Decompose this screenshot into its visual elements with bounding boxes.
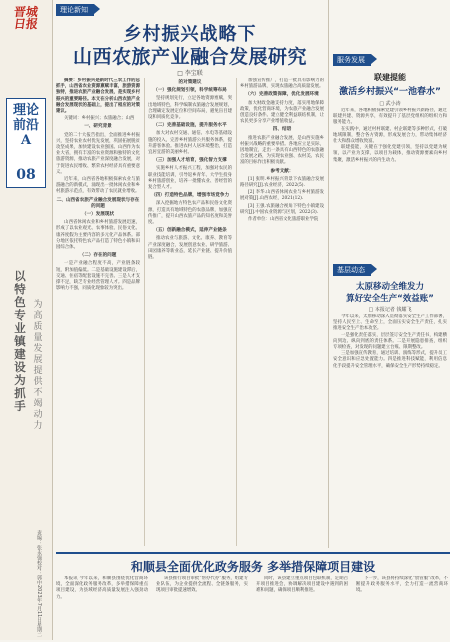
masthead-column xyxy=(0,0,53,640)
article-column-3 xyxy=(240,78,324,546)
paragraph: 一是强化责任落实，层层签订安全生产责任书，构建横向到边、纵向到底的责任体系。二是开展隐患排查，组织专项检查，对发现的问题建立台账、限期整改。 xyxy=(333,332,447,351)
section-name-line1: 理论 xyxy=(12,103,39,118)
column-divider xyxy=(144,78,145,546)
side-article2-title-line2: 算好安全生产“效益账” xyxy=(346,294,434,304)
paragraph: 同时，该县建立重点项目包联机制，定期召开项目推进会，协调解决项目建设中遇到的困难和问题，确保项目顺利推进。 xyxy=(256,576,348,594)
paragraph: 今年以来，太原移动深入贯彻落实安全生产工作部署，坚持人民至上、生命至上，全面压实安全生产责任，扎实推进安全生产治本攻坚。 xyxy=(333,314,447,332)
side-article-body xyxy=(333,108,447,258)
column-label-grassroots: 基层动态 xyxy=(333,264,371,276)
article-title-line2: 山西农旅产业融合发展研究 xyxy=(72,46,307,68)
column-divider xyxy=(236,78,237,546)
section-heading: （四）打造特色品牌，增强市场竞争力 xyxy=(150,193,230,199)
slogan-char: 建 xyxy=(14,347,26,361)
section-heading: （一）强化规划引领，科学统筹布局 xyxy=(153,88,227,94)
paragraph: [3] 王强.农旅融合视角下特色小镇建设研究[J].中国农业资源与区划，2022(3). xyxy=(240,203,324,215)
side-article2-title-line1: 太原移动全维发力 xyxy=(355,282,424,292)
paragraph: 实施乡村人才振兴工程，加强对农民的职业技能培训，引导返乡青年、大学生投身乡村旅游创业，培养一批懂农业、善经营的复合型人才。 xyxy=(148,166,232,191)
bottom-article-body xyxy=(56,576,450,640)
slogan-char: 高 xyxy=(33,311,43,321)
section-heading: （三）加强人才培育，强化智力支撑 xyxy=(153,158,227,164)
paragraph: 该县推行项目审批“帮办代办”服务，组建专业队伍，为企业提供全流程、全链条服务，实现项目审批提速增效。 xyxy=(156,576,248,594)
section-heading: （一）发展现状 xyxy=(81,212,115,218)
paragraph: 一是产业融合程度不高，产业链条较短，附加值偏低。二是基础设施建设滞后，交通、住宿等配套设施不完善。三是人才支撑不足，缺乏专业经营管理人才。四是品牌影响力不强，同质化现象较为突出。 xyxy=(56,261,140,292)
paragraph: 三是加强宣传教育，通过培训、演练等形式，提升员工安全意识和应急处置能力。四是推进科技赋能，利用信息化手段提升安全管理水平，确保安全生产形势持续稳定。 xyxy=(333,351,447,369)
page-number: 08 xyxy=(16,167,36,183)
paragraph: 坚持规划先行，立足各地资源禀赋，突出地域特色，科学编制农旅融合发展规划，合理确定发展定位和空间布局，避免盲目建设和同质化竞争。 xyxy=(148,96,232,121)
section-name-line2: 前沿 xyxy=(12,118,39,133)
section-heading: 参考文献： xyxy=(270,168,294,174)
slogan-char: 不 xyxy=(33,388,43,398)
article-byline: □ 李宝联 xyxy=(177,70,203,77)
footer-text: 星期二 xyxy=(36,622,42,638)
article-column-1 xyxy=(56,78,140,546)
article-body xyxy=(56,78,324,546)
slogan-char: 供 xyxy=(33,377,43,387)
slogan-char: 设 xyxy=(14,360,26,374)
slogan-char: 特 xyxy=(14,282,26,296)
slogan-char: 色 xyxy=(14,295,26,309)
paragraph: 下一步，该县将持续深化“放管服”改革，不断提升政务服务水平，全力打造一流营商环境。 xyxy=(356,576,448,594)
paragraph: 本报讯 今年以来，和顺县围绕优化营商环境，全面深化政务服务改革，多举措保障重点项目建设，为县域经济高质量发展注入强劲动力。 xyxy=(56,576,148,600)
right-column xyxy=(328,0,450,548)
slogan-char: 量 xyxy=(33,333,43,343)
section-heading: （六）完善政策保障，优化发展环境 xyxy=(245,92,319,98)
footer-text: 责编：张永强 xyxy=(36,530,42,560)
side-article-title-line1: 联建提能 xyxy=(374,73,406,82)
side-article2-byline: □ 本报记者 钱耀飞 xyxy=(368,307,412,313)
slogan-char: 为 xyxy=(33,300,43,310)
slogan-char: 手 xyxy=(14,399,26,413)
section-heading: 四、结语 xyxy=(272,127,292,133)
abstract: 摘要：乡村振兴是新时代三农工作的总抓手，山西省农业资源禀赋丰富，旅游资源独特，推进农旅产业融合发展，是实现乡村振兴的重要路径。本文在分析山西农旅产业融合发展现状的基础上，提出了相应的对策建议。 xyxy=(56,78,140,115)
footer-text: 校对：郭中 xyxy=(36,560,42,585)
slogan-char: 竭 xyxy=(33,399,43,409)
slogan-char: 以 xyxy=(14,269,26,283)
column-label-service: 服务发展 xyxy=(333,54,371,66)
section-letter: A xyxy=(20,133,32,148)
paragraph: 深入挖掘地方特色农产品和民俗文化资源，打造具有地域特色的农旅品牌，加强宣传推广，提升山西农旅产品的知名度和美誉度。 xyxy=(148,201,232,226)
slogan-char: 为 xyxy=(14,373,26,387)
slogan-char: 力 xyxy=(33,421,43,431)
main-article xyxy=(56,0,324,548)
paragraph: [2] 李华.山西省休闲农业与乡村旅游发展对策[J].山西农经，2021(12). xyxy=(240,190,324,202)
masthead-line1: 晋城 xyxy=(13,5,39,19)
left-slogan xyxy=(10,270,30,413)
paragraph: 近年来，各地积极探索党建引领乡村振兴新路径，通过联建共建、资源共享，有效提升了基层党组织的组织力和服务能力。 xyxy=(333,108,447,126)
article-title-line1: 乡村振兴战略下 xyxy=(123,24,257,45)
slogan-char: 动 xyxy=(33,410,43,420)
bottom-article xyxy=(56,552,450,642)
side-article-byline: □ 武小涛 xyxy=(379,101,401,107)
slogan-char: 专 xyxy=(14,308,26,322)
bottom-article-title: 和顺县全面优化政务服务 多举措保障项目建设 xyxy=(130,560,376,574)
paragraph: [1] 张明.乡村振兴背景下农旅融合发展路径研究[J].农业经济，2022(5). xyxy=(240,176,324,189)
paragraph: 推动农业与旅游、文化、康养、教育等产业深度融合，发展创意农业、研学旅游、田园康养等新业态，延长产业链、提升价值链。 xyxy=(148,236,232,261)
masthead-line2: 日报 xyxy=(13,17,39,31)
paragraph: 加大财政金融支持力度，落实用地保障政策，优化营商环境，为农旅产业融合发展创造良好条件。建立健全利益联结机制，让农民更多分享产业增值收益。 xyxy=(240,100,324,125)
section-heading: （五）创新融合模式，延伸产业链条 xyxy=(153,228,227,234)
right-slogan xyxy=(30,300,46,432)
section-name xyxy=(7,103,45,148)
paragraph: 近年来，山西省各地积极探索农业与旅游融合的新模式，涌现出一批休闲农业和乡村旅游示范点，有效带动了农民就业增收。 xyxy=(56,177,140,195)
slogan-char: 提 xyxy=(33,366,43,376)
side-article2-body xyxy=(333,314,447,546)
article-column-2 xyxy=(148,78,232,546)
masthead-logo xyxy=(4,6,48,66)
section-heading: 二、山西省农旅产业融合发展现状与存在的问题 xyxy=(56,197,140,209)
bottom-column-3 xyxy=(256,576,348,640)
bottom-column-2 xyxy=(156,576,248,640)
section-heading: （二）完善基础设施，提升服务水平 xyxy=(153,123,227,129)
footer-text: 2023年7月11日 xyxy=(36,585,42,623)
paragraph: 党的二十大报告指出，全面推进乡村振兴，坚持农业农村优先发展，巩固拓展脱贫攻坚成果，加快建设农业强国。山西作为农业大省，拥有丰富的农业资源和独特的文化旅游资源，推动农旅产业深度融合发展，对于促进农民增收、繁荣农村经济具有重要意义。 xyxy=(56,132,140,175)
slogan-char: 发 xyxy=(33,344,43,354)
slogan-char: 质 xyxy=(33,322,43,332)
section-box xyxy=(6,98,46,188)
paragraph: 加大对农村交通、通信、水电等基础设施的投入，完善乡村旅游公共服务体系，提升游客体验。推进农村人居环境整治，打造宜居宜游的美丽乡村。 xyxy=(148,131,232,156)
section-heading: （二）存在的问题 xyxy=(79,253,117,259)
paragraph: 加强宣传推广，打造一批具有影响力的乡村旅游品牌，实现农旅融合高质量发展。 xyxy=(240,78,324,90)
paragraph: 山西省休闲农业和乡村旅游发展迅速，形成了以农业观光、农事体验、民俗文化、康养度假为主要内容的多元化产品体系。部分地区依托特色农产品打造了特色小镇和田园综合体。 xyxy=(56,220,140,251)
slogan-char: 展 xyxy=(33,355,43,365)
paragraph: 作者单位：山西省文化旅游职业学院 xyxy=(248,217,319,223)
bottom-column-1 xyxy=(56,576,148,640)
slogan-char: 抓 xyxy=(14,386,26,400)
column-label: 理论新知 xyxy=(56,4,94,16)
slogan-char: 镇 xyxy=(14,334,26,348)
paragraph: 推进农旅产业融合发展，是山西实施乡村振兴战略的重要举措。各地应立足实际，因地制宜，走出一条具有山西特色的农旅融合发展之路，为实现农业强、农村美、农民富的目标作出积极贡献。 xyxy=(240,135,324,166)
slogan-char: 业 xyxy=(14,321,26,335)
page-footer-info xyxy=(36,530,50,637)
paragraph: 在实践中，通过村村联建、村企联建等多种形式，打破地域限制，整合各方资源，形成发展合力，带动集体经济壮大和群众增收致富。 xyxy=(333,126,447,145)
section-heading: 的对策建议 xyxy=(178,80,202,85)
section-heading: 一、研究背景 xyxy=(84,124,112,130)
paragraph: 关键词：乡村振兴；农旅融合；山西 xyxy=(64,116,135,122)
bottom-column-4 xyxy=(356,576,448,640)
side-article-title-line2: 激活乡村振兴“一池春水” xyxy=(339,87,441,97)
paragraph: 联建提能，关键在于强化党建引领，坚持以党建为统领，以产业为支撑，以项目为载体，推动资源要素向乡村集聚，激活乡村振兴的内生动力。 xyxy=(333,145,447,163)
